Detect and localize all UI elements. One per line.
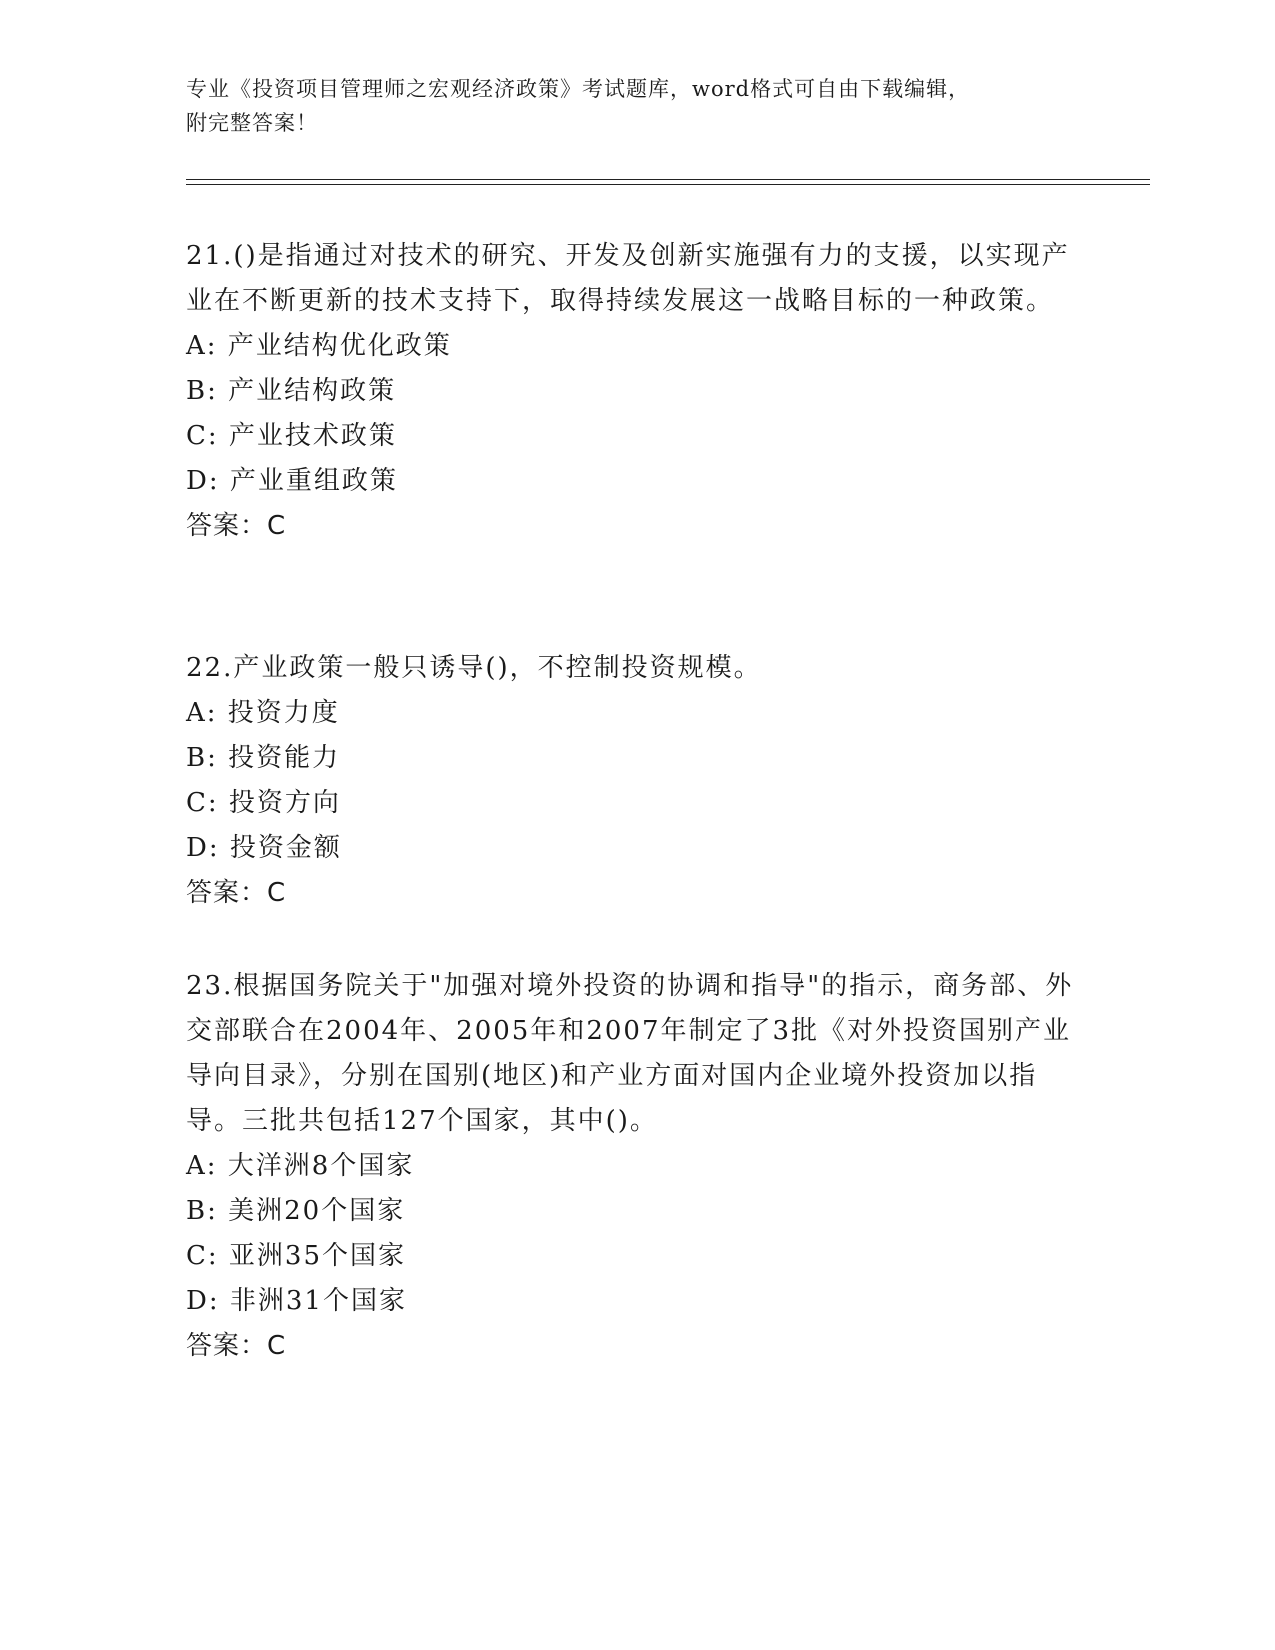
question-21 [186,234,1076,549]
option-b: B: 美洲20个国家 [186,1196,406,1226]
option-d: D: 投资金额 [186,833,342,863]
answer-label: 答案：C [186,878,287,908]
question-stem: 21.()是指通过对技术的研究、开发及创新实施强有力的支援，以实现产业在不断更新的技术支持下，取得持续发展这一战略目标的一种政策。 [186,241,1070,316]
answer-label: 答案：C [186,511,287,541]
option-d: D: 产业重组政策 [186,466,398,496]
option-c: C: 投资方向 [186,788,341,818]
document-header [186,72,1086,140]
header-divider-bottom [186,184,1150,185]
question-stem: 23.根据国务院关于"加强对境外投资的协调和指导"的指示，商务部、外交部联合在2004年、2005年和2007年制定了3批《对外投资国别产业导向目录》，分别在国别(地区)和产业方面对国内企业境外投资加以指导。三批共包括127个国家，其中()。 [186,971,1074,1136]
option-b: B: 产业结构政策 [186,376,397,406]
answer-label: 答案：C [186,1331,287,1361]
option-c: C: 亚洲35个国家 [186,1241,407,1271]
question-stem: 22.产业政策一般只诱导()，不控制投资规模。 [186,653,762,683]
option-a: A: 投资力度 [186,698,340,728]
header-divider-top [186,179,1150,180]
question-23 [186,964,1076,1369]
question-22 [186,646,1076,916]
header-line-2: 附完整答案！ [186,111,318,135]
option-a: A: 大洋洲8个国家 [186,1151,415,1181]
option-a: A: 产业结构优化政策 [186,331,452,361]
option-b: B: 投资能力 [186,743,341,773]
option-c: C: 产业技术政策 [186,421,397,451]
header-line-1: 专业《投资项目管理师之宏观经济政策》考试题库，word格式可自由下载编辑， [186,77,971,101]
option-d: D: 非洲31个国家 [186,1286,407,1316]
